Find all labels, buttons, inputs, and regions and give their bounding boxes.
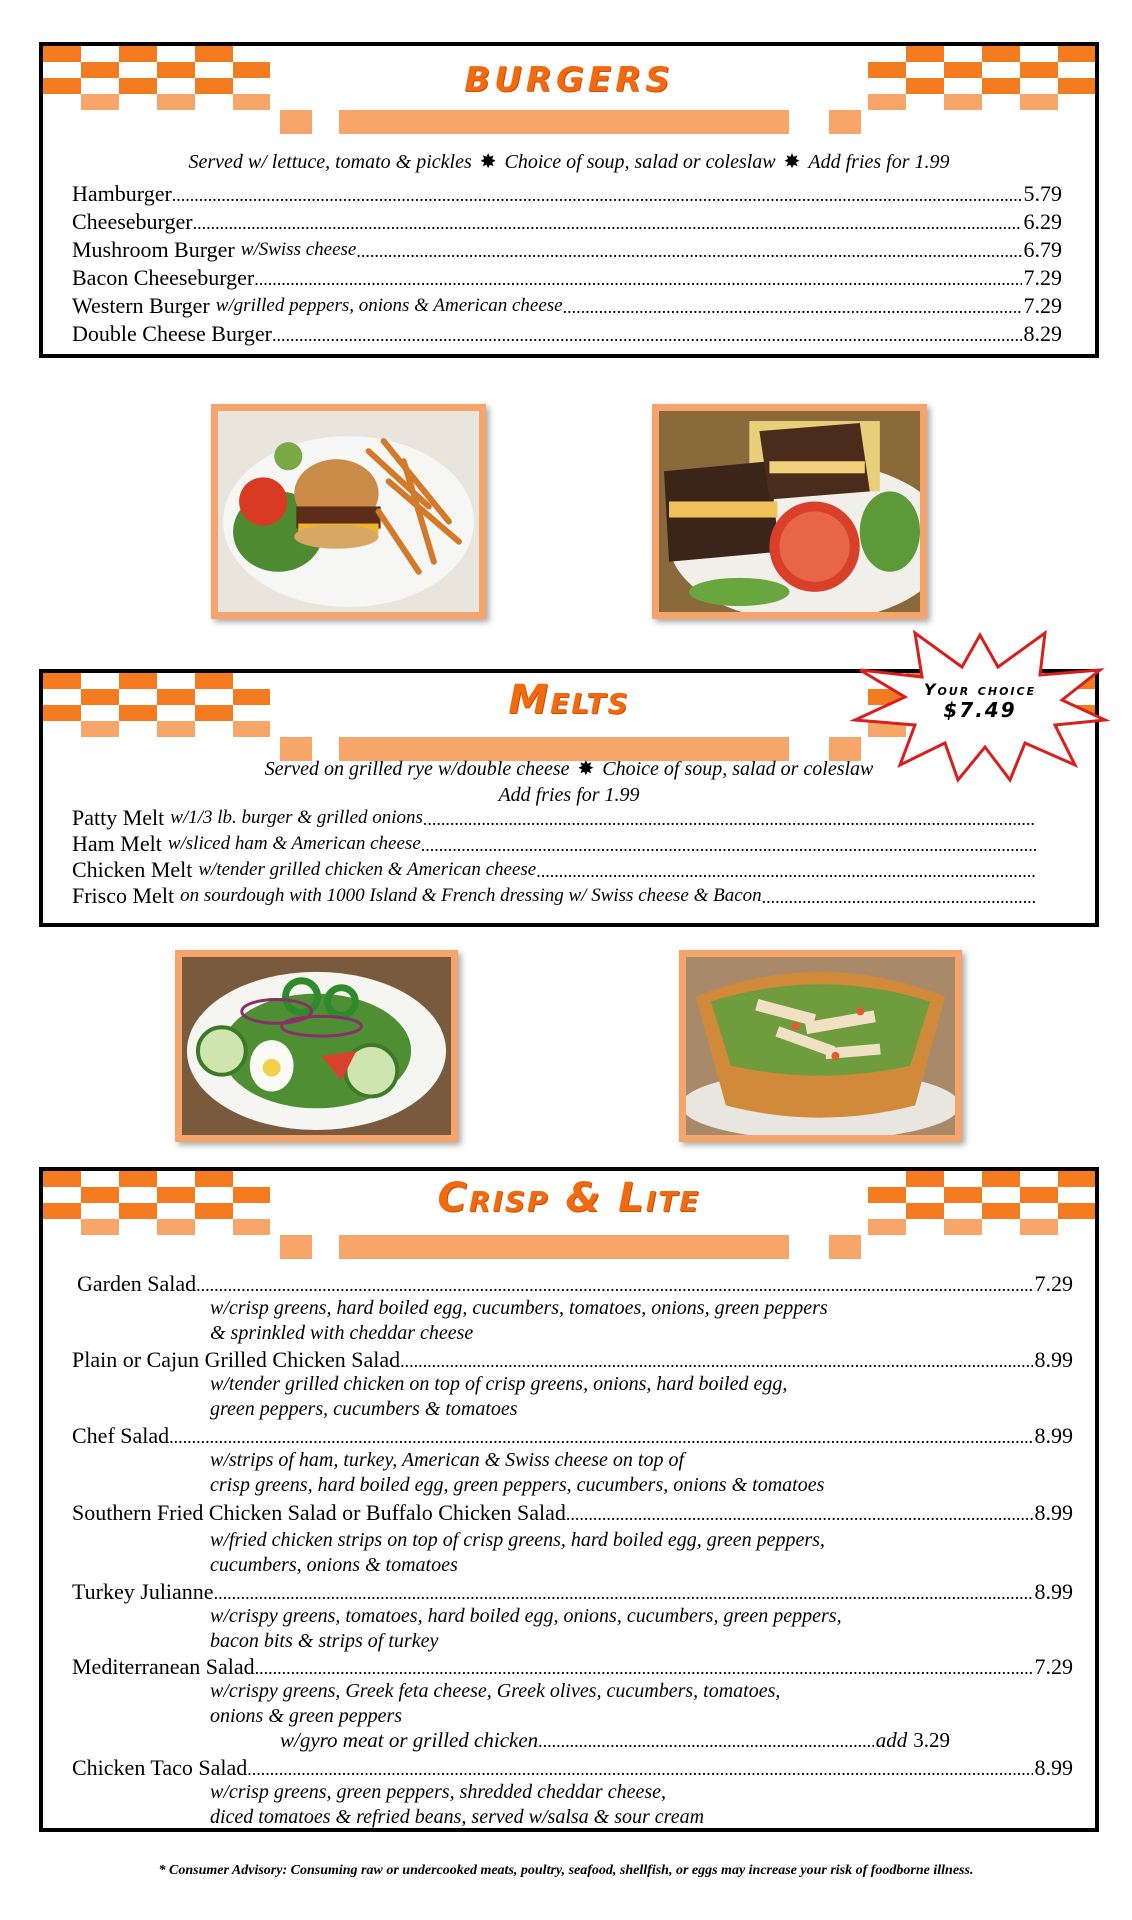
menu-item [72,1499,1073,1528]
item-name: Frisco Melt [72,883,175,908]
item-price: 7.29 [1023,293,1062,318]
item-name: Chef Salad [72,1423,170,1448]
item-price: 6.29 [1023,209,1062,234]
leader-dots [762,882,1036,911]
checker-square [81,1219,119,1235]
menu-item [72,208,1062,237]
burgers-header [43,46,1095,134]
section-title: Crisp & Lite [437,1175,701,1221]
garden-salad-photo [175,950,458,1142]
leader-dots [172,180,1022,209]
item-name: Western Burger [72,293,210,318]
crisp-lite-section [39,1167,1099,1832]
item-name: Chicken Taco Salad [72,1755,248,1780]
leader-dots [423,804,1036,833]
burger-image [218,411,479,612]
item-description: w/1/3 lb. burger & grilled onions [170,807,423,828]
asterisk-icon: ✸ [479,151,497,173]
item-description: w/tender grilled chicken & American cheese [198,859,537,880]
menu-item [72,264,1062,293]
item-price: 7.29 [1034,1654,1073,1679]
note-text: Choice of soup, salad or coleslaw [602,758,874,780]
leader-dots [421,830,1036,859]
item-description: w/Swiss cheese [240,239,357,260]
menu-item [72,1422,1073,1451]
consumer-advisory: * Consumer Advisory: Consuming raw or undercooked meats, poultry, seafood, shellfish, or eggs may increase your risk of foodborne illness. [158,1863,974,1878]
header-bar [280,1235,312,1259]
leader-dots [538,1726,874,1755]
item-description: w/strips of ham, turkey, American & Swiss cheese on top of [210,1449,685,1471]
section-title: BURGERS [464,60,674,100]
menu-item [72,1653,1073,1682]
item-price: 8.99 [1034,1579,1073,1604]
item-name: Plain or Cajun Grilled Chicken Salad [72,1347,401,1372]
burgers-section [39,42,1099,358]
item-description: bacon bits & strips of turkey [210,1630,439,1652]
leader-dots [563,292,1022,321]
checker-square [233,1219,270,1235]
checker-square [81,721,119,737]
item-price: 5.79 [1023,181,1062,206]
header-bar [829,110,861,134]
starburst-label: Your choice [923,680,1037,699]
checker-square [868,1219,906,1235]
menu-item [72,1578,1073,1607]
item-description: on sourdough with 1000 Island & French dressing w/ Swiss cheese & Bacon [180,885,762,906]
starburst-price: $7.49 [943,698,1017,722]
section-title: Melts [508,677,630,723]
item-price: 8.99 [1034,1347,1073,1372]
menu-item [72,180,1062,209]
addon-row [280,1726,950,1755]
item-name: Hamburger [72,181,172,206]
taco-salad-image [686,957,955,1135]
item-name: Turkey Julianne [72,1579,214,1604]
asterisk-icon: ✸ [783,151,801,173]
item-description: w/grilled peppers, onions & American cheese [215,295,563,316]
leader-dots [356,236,1021,265]
item-description: cucumbers, onions & tomatoes [210,1554,458,1576]
item-price: 7.29 [1023,265,1062,290]
item-name: Patty Melt [72,805,165,830]
item-name: Bacon Cheeseburger [72,265,255,290]
item-description: w/crisp greens, hard boiled egg, cucumbers, tomatoes, onions, green peppers [210,1297,828,1319]
item-name: Southern Fried Chicken Salad or Buffalo Chicken Salad [72,1500,566,1525]
asterisk-icon: ✸ [577,758,595,780]
leader-dots [169,1422,1032,1451]
checker-square [157,1219,195,1235]
item-description: w/crispy greens, tomatoes, hard boiled egg, onions, cucumbers, green peppers, [210,1605,842,1627]
item-price: 7.29 [1034,1271,1073,1296]
addon-price-label: add [875,1728,908,1752]
leader-dots [566,1499,1033,1528]
note-text: Add fries for 1.99 [808,151,950,173]
menu-item [77,1270,1073,1299]
leader-dots [214,1578,1033,1607]
header-bar [829,1235,861,1259]
leader-dots [400,1346,1032,1375]
item-name: Double Cheese Burger [72,321,272,346]
item-description: onions & green peppers [210,1705,403,1727]
fries-note: Add fries for 1.99 [498,784,640,806]
checker-square [944,1219,982,1235]
burgers-note [43,150,1095,175]
price-starburst [850,625,1110,785]
menu-item [72,1346,1073,1375]
note-text: Served w/ lettuce, tomato & pickles [188,151,472,173]
item-name: Chicken Melt [72,857,193,882]
header-bar [339,1235,789,1259]
menu-item [72,804,1036,833]
menu-item [72,236,1062,265]
menu-item [72,1754,1073,1783]
melt-photo [652,404,927,619]
item-name: Mediterranean Salad [72,1654,255,1679]
crisp-header [43,1171,1095,1259]
checker-square [233,721,270,737]
item-name: Mushroom Burger [72,237,235,262]
leader-dots [536,856,1036,885]
item-description: w/tender grilled chicken on top of crisp greens, onions, hard boiled egg, [210,1373,788,1395]
leader-dots [254,264,1021,293]
checker-square [157,721,195,737]
item-name: Ham Melt [72,831,162,856]
menu-item [72,830,1036,859]
menu-item [72,882,1036,911]
taco-salad-photo [679,950,962,1142]
menu-item [72,856,1036,885]
leader-dots [247,1754,1032,1783]
item-description: crisp greens, hard boiled egg, green peppers, cucumbers, onions & tomatoes [210,1474,825,1496]
item-price: 8.99 [1034,1423,1073,1448]
item-price: 8.99 [1034,1755,1073,1780]
note-text: Choice of soup, salad or coleslaw [504,151,776,173]
item-price: 8.29 [1023,321,1062,346]
item-description: w/fried chicken strips on top of crisp greens, hard boiled egg, green peppers, [210,1529,825,1551]
item-price: 6.79 [1023,237,1062,262]
item-description: w/crisp greens, green peppers, shredded cheddar cheese, [210,1781,666,1803]
melt-image [659,411,920,612]
item-description: diced tomatoes & refried beans, served w/salsa & sour cream [210,1806,705,1828]
header-bar [339,110,789,134]
salad-image [182,957,451,1135]
menu-item [72,292,1062,321]
item-description: & sprinkled with cheddar cheese [210,1322,474,1344]
leader-dots [255,1653,1033,1682]
item-description: w/crispy greens, Greek feta cheese, Greek olives, cucumbers, tomatoes, [210,1680,781,1702]
item-description: green peppers, cucumbers & tomatoes [210,1398,518,1420]
item-price: 8.99 [1034,1500,1073,1525]
header-bar [280,110,312,134]
menu-item [72,320,1062,349]
item-name: Garden Salad [77,1271,197,1296]
leader-dots [193,208,1022,237]
burger-photo [211,404,486,619]
item-description: w/sliced ham & American cheese [167,833,421,854]
leader-dots [272,320,1022,349]
leader-dots [196,1270,1032,1299]
addon-label: w/gyro meat or grilled chicken [280,1728,539,1752]
addon-price: 3.29 [913,1728,950,1752]
item-name: Cheeseburger [72,209,193,234]
note-text: Served on grilled rye w/double cheese [264,758,570,780]
checker-square [1020,1219,1058,1235]
